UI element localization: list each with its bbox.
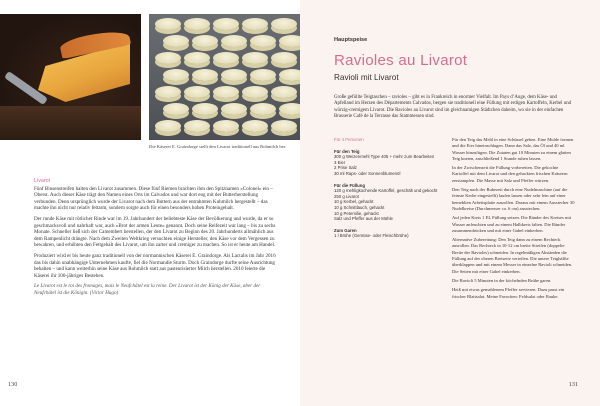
cheese-disc (271, 52, 297, 64)
method-step: Auf jeden Kreis 1 EL Füllung setzen. Die Ränder des Kreises mit Wasser anfeuchten und zu einem Halbkreis falten. Die Ränder zusammendrücken und mit einer Gabel einkerben. (452, 215, 572, 233)
recipe-subtitle: Ravioli mit Livarot (334, 73, 399, 82)
cheese-disc (155, 120, 181, 132)
recipe-intro: Große gefüllte Teigtaschen – ravioles – gibt es in Frankreich in enormer Vielfalt. Im Pays d’Auge, dem Käse- und Apfelland im Herzen des Départements Calvados, bergen sie traditionell eine Füllung mit erdigen Kartoffeln, Kerbel und würzig-cremigem Livarot. Die Ravioles au Livarot sind im gleichnamigen Städtchen daheim, wo sie in der einfachen Brasserie Café de la Terrasse das Stammessen sind. (334, 95, 572, 120)
ingredient-item: 10 g Schnittlauch, gehackt (334, 204, 385, 210)
method-step: Für den Teig das Mehl in eine Schüssel geben. Eine Mulde formen und die Eier hineinschlagen. Dann das Salz, das Öl und 40 ml Wasser hinzufügen. Die Zutaten gut 10 Minuten zu einem glatten Teig kneten, anschließend 1 Stunde ruhen lassen. (452, 137, 574, 161)
cheese-disc (242, 120, 268, 132)
cheese-disc (213, 120, 239, 132)
recipe-title: Ravioles au Livarot (334, 52, 468, 69)
cheese-disc (221, 103, 247, 115)
servings: Für 4 Personen (334, 137, 364, 142)
ingredient-item: 2 Prise Salz (334, 165, 357, 171)
cheese-disc (213, 18, 239, 30)
cheese-disc (155, 52, 181, 64)
method-steps (452, 137, 576, 303)
cutting-board (0, 106, 141, 140)
cheese-disc (279, 35, 300, 47)
article-paragraph: Fünf Binsenstreifen halten den Livarot zusammen. Diese fünf Riemen brachten ihm den Spitznamen »Colonel« ein – Oberst. Auch dieser Käse trägt den Namen eines Orts im Calvados und war dort eng mit der Butterherstellung verbunden. Denn ursprünglich wurde der Livarot nach dem Buttern aus der entrahmten Kuhmilch hergestellt – das machte ihn nicht nur relativ fettarm, sondern sorgte auch für einen besonders hohen Proteingehalt. (34, 185, 273, 212)
cheese-disc (192, 35, 218, 47)
cheese-disc (221, 35, 247, 47)
ingredient-group-title: Für den Teig (334, 148, 360, 154)
method-step: Alternative Zubereitung: Den Teig dann zu einem Rechteck ausrollen. Das Rechteck in 10-12 cm breite Streifen (doppelte Breite der Ravioles) schneiden. In regelmäßigen Abständen die Füllung auf der oberen Bretseite verteilen. Die untere Teighälfte überklappen und mit einem Messer in einzelne Ravioli schneiden. Die Seiten mit einer Gabel einkerben. (452, 237, 573, 274)
cheese-disc (221, 69, 247, 81)
method-step: Den Teig nach der Ruhezeit durch eine Nudelmaschine (auf die feinste Kerbe eingestellt) laufen lassen oder sehr fein auf einer bemehlten Arbeitsplatte ausrollen. Daraus mit einem Ausstecher 30 Nudelkreise (Durchmesser ca. 6 cm) ausstechen. (452, 187, 575, 211)
cheese-disc (163, 35, 189, 47)
ingredient-item: 30 ml Raps- oder Sonnenblumenöl (334, 170, 401, 176)
cheese-disc (155, 18, 181, 30)
ingredient-item: 10 g Kerbel, gehackt (334, 199, 374, 205)
cheese-disc (155, 86, 181, 98)
cheese-disc (213, 52, 239, 64)
cheese-disc (271, 86, 297, 98)
page-number-left: 130 (8, 381, 18, 388)
ingredient-item: 3 Eier (334, 159, 346, 165)
ingredients (334, 137, 442, 239)
cheese-disc (242, 18, 268, 30)
cheese-disc (192, 69, 218, 81)
cheese-disc (242, 52, 268, 64)
article-paragraph: Der runde Käse mit rötlicher Rinde war im 19. Jahrhundert der beliebteste Käse der Bevölkerung und wurde, da er so geschmacksvoll und nahrhaft war, auch »Brot der armen Leute« genannt. Doch seine Reifezeit war lang – bis zu sechs Monate. Schneller ließ sich der Camembert herstellen, der den Livarot zu Beginn des 20. Jahrhunderts allmählich aus dem Rampenlicht drängte. Nach dem Zweiten Weltkrieg versuchten einige Hersteller, den Käse vor dem Vergessen zu bewahren, und erhöhten den Fettgehalt des Livarot, um ihn zarter und cremiger zu machen. So ist er heute am Handel. (34, 215, 276, 249)
photo-caption: Die Käserei E. Graindorge stellt den Livarot traditionell aus Rohmilch her. (149, 144, 287, 149)
cheese-disc (250, 35, 276, 47)
cheese-disc (192, 103, 218, 115)
ingredient-item: 1 l Brühe (Gemüse- oder Fleischbrühe) (334, 233, 409, 239)
ingredient-item: Salz und Pfeffer aus der Mühle (334, 216, 393, 222)
cheese-disc (279, 69, 300, 81)
ingredient-item: 250 g Livarot (334, 193, 359, 199)
cheese-disc (184, 86, 210, 98)
cheese-disc (250, 69, 276, 81)
cheese-disc (213, 86, 239, 98)
method-step: Die Ravioli 5 Minuten in der köchelnden Brühe garen. (452, 277, 552, 283)
page-number-right: 131 (568, 381, 578, 388)
cheese-disc (163, 69, 189, 81)
cheese-disc (250, 103, 276, 115)
cheese-disc (279, 103, 300, 115)
quote: Le Livarot est le roi des fromages, mais le Neufchâtel est la reine. Der Livarot ist der König der Käse, aber der Neufchâtel ist die Königin. (Victor Hugo) (34, 283, 261, 296)
ingredient-group-title: Zum Garen (334, 227, 357, 233)
right-page (300, 0, 600, 406)
method-step: Heiß mit etwas gemahlenem Pfeffer servieren. Dazu passt ein frischer Blattsalat. Meine Favoriten: Feldsalat oder Rauke. (452, 287, 565, 299)
cheese-disc (242, 86, 268, 98)
article-text (34, 178, 282, 297)
cheese-disc (271, 18, 297, 30)
ingredient-group-title: Für die Füllung (334, 182, 366, 188)
cheese-disc (184, 52, 210, 64)
cheese-cellar-photo (149, 14, 300, 140)
cheese-disc (184, 18, 210, 30)
article-heading: Livarot (34, 178, 51, 184)
cheese-disc (163, 103, 189, 115)
ingredient-item: 120 g mehligkochende Kartoffel, geschält und gekocht (334, 188, 438, 194)
cheese-photo (0, 14, 141, 140)
method-step: In der Zwischenzeit die Füllung vorbereiten. Die gekochte Kartoffel mit dem Livarot und den gehackten frischen Kräutern zerstampfen. Die Masse mit Salz und Pfeffer würzen. (452, 165, 568, 183)
ingredient-item: 300 g Weizenmehl Type 405 + mehr zum Bearbeiten (334, 154, 435, 160)
cheese-disc (184, 120, 210, 132)
article-paragraph: Produziert wird er bis heute ganz traditionell von der normannischen Käserei E. Graindorge. Als Lactalis im Jahr 2016 das bis dahin unabhängige Unternehmen kaufte, fiel die Normandie Sturm. Doch Graindorge durfte seine Ausrichtung behalten – und kann weiterhin seine Käse aus Rohmilch statt aus pasteurisierter Milch herstellen. 2010 feierte die Käserei ihr 100-jähriges Bestehen. (34, 252, 276, 279)
ingredient-item: 10 g Petersilie, gehackt (334, 210, 379, 216)
section-label: Hauptspeise (334, 37, 368, 43)
cheese-disc (271, 120, 297, 132)
